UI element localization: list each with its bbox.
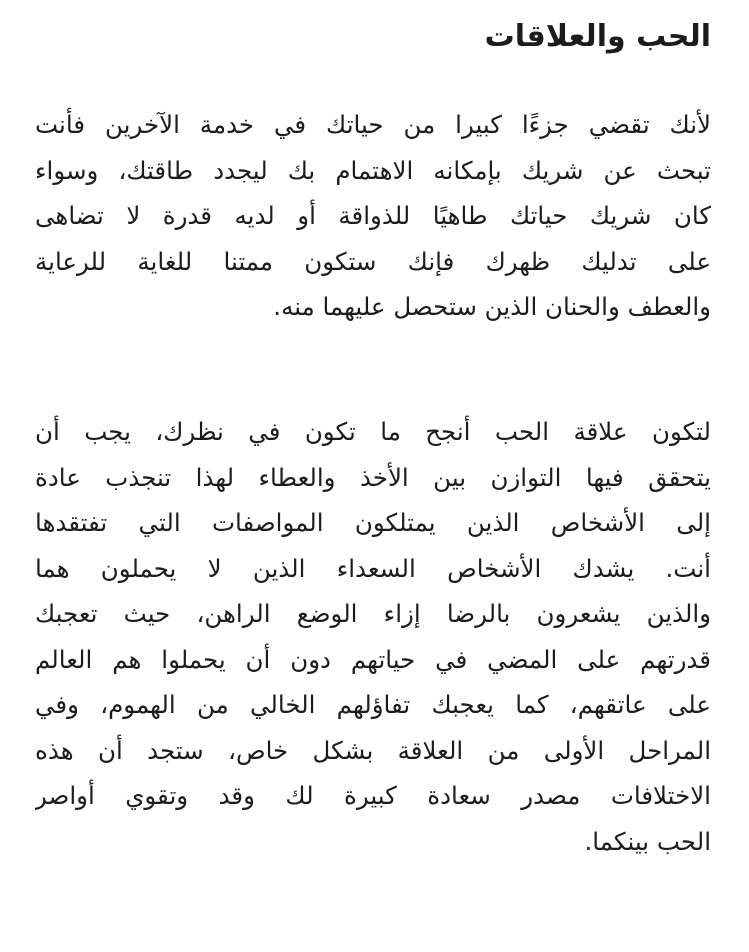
text-line: إلى الأشخاص الذين يمتلكون المواصفات التي تفتقدها	[35, 508, 711, 537]
text-line: تبحث عن شريك بإمكانه الاهتمام بك ليجدد طاقتك، وسواء	[35, 155, 711, 185]
text-line: على عاتقهم، كما يعجبك تفاؤلهم الخالي من الهموم، وفي	[35, 690, 711, 719]
paragraph-1	[35, 102, 711, 330]
text-line: أنت. يشدك الأشخاص السعداء الذين لا يحملون هما	[35, 553, 711, 583]
text-line: المراحل الأولى من العلاقة بشكل خاص، ستجد أن هذه	[35, 735, 711, 765]
page-title: الحب والعلاقات	[484, 19, 711, 54]
text-line: قدرتهم على المضي في حياتهم دون أن يحملوا هم العالم	[35, 644, 711, 674]
text-line: يتحقق فيها التوازن بين الأخذ والعطاء لهذا تنجذب عادة	[35, 462, 711, 492]
text-line: الاختلافات مصدر سعادة كبيرة لك وقد وتقوي أواصر	[35, 781, 711, 810]
paragraph-2	[35, 409, 711, 864]
text-line: كان شريك حياتك طاهيًا للذواقة أو لديه قدرة لا تضاهى	[35, 201, 711, 230]
text-line: على تدليك ظهرك فإنك ستكون ممتنا للغاية للرعاية	[35, 246, 711, 276]
text-line: لتكون علاقة الحب أنجح ما تكون في نظرك، يجب أن	[35, 417, 711, 446]
text-line: والعطف والحنان الذين ستحصل عليهما منه.	[273, 292, 711, 321]
text-line: الحب بينكما.	[584, 826, 711, 856]
text-line: لأنك تقضي جزءًا كبيرا من حياتك في خدمة الآخرين فأنت	[35, 110, 711, 139]
text-line: والذين يشعرون بالرضا إزاء الوضع الراهن، حيث تعجبك	[35, 599, 711, 628]
